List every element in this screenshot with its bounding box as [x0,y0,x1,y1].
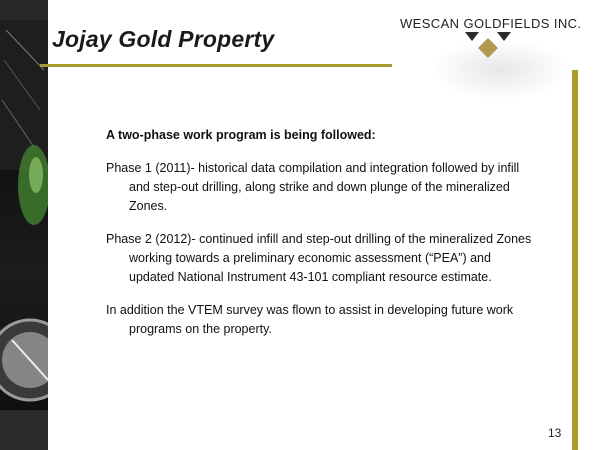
logo-text: WESCAN GOLDFIELDS INC. [400,16,582,31]
phase-1-paragraph: Phase 1 (2011)- historical data compilation and integration followed by infill and step-out drilling, along strike and down plunge of the mineralized Zones. [106,161,520,213]
body-heading: A two-phase work program is being followed: [106,128,376,142]
slide-body [106,126,536,353]
company-logo [400,10,582,70]
title-underline [40,64,392,67]
right-accent-rule [572,70,578,450]
logo-diamond-icon [465,32,511,70]
phase-2-paragraph: Phase 2 (2012)- continued infill and step-out drilling of the mineralized Zones working towards a preliminary economic assessment (“PEA”) and updated National Instrument 43-101 compliant resource estimate. [106,232,532,284]
compass-photo-strip [0,0,48,450]
vtem-paragraph: In addition the VTEM survey was flown to assist in developing future work programs on the property. [106,303,514,336]
slide-title: Jojay Gold Property [52,26,275,52]
page-number: 13 [548,426,562,440]
compass-photo-icon [0,0,48,450]
